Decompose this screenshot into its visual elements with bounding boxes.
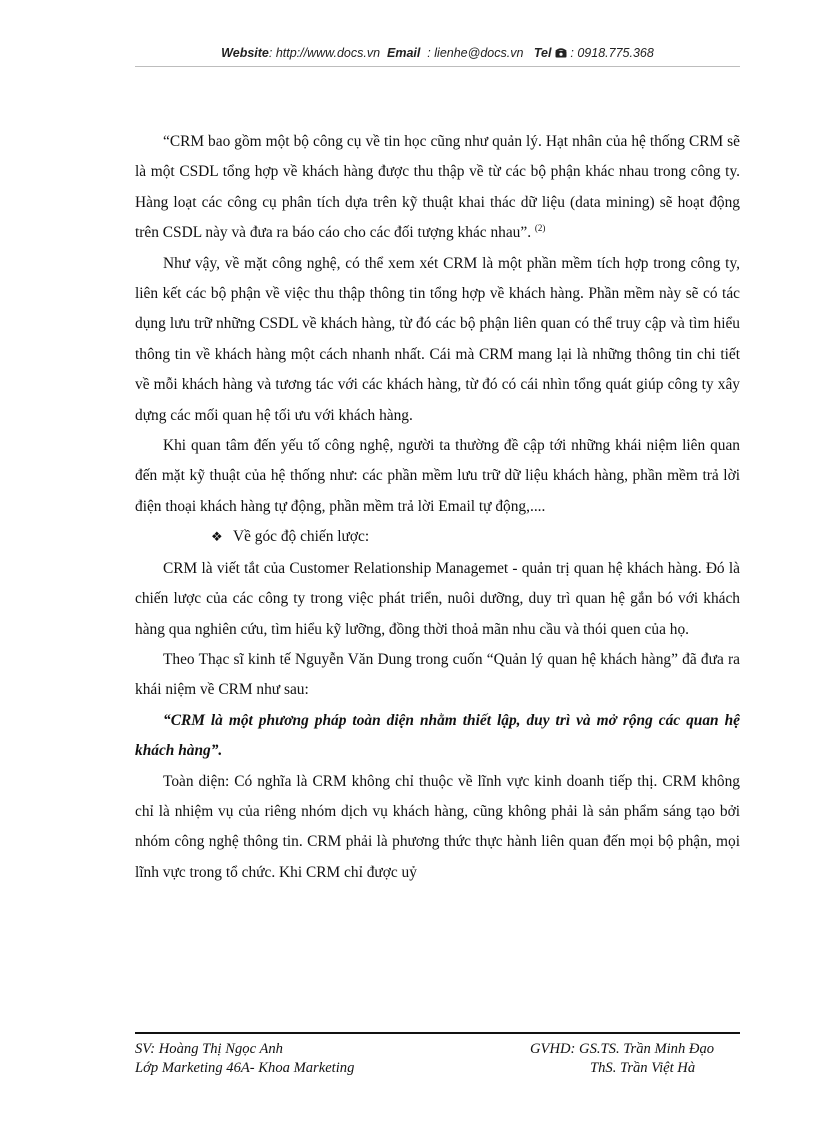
paragraph-author-reference: Theo Thạc sĩ kinh tế Nguyễn Văn Dung trong cuốn “Quản lý quan hệ khách hàng” đã đưa ra khái niệm về CRM như sau:: [135, 650, 740, 699]
paragraph-crm-definition: CRM là viết tắt của Customer Relationship Managemet - quản trị quan hệ khách hàng. Đó là chiến lược của các công ty trong việc phát triển, nuôi dưỡng, duy trì quan hệ gắn bó với khách hàng qua nghiên cứu, tìm hiểu kỹ lưỡng, đồng thời thoả mãn nhu cầu và thói quen của họ.: [135, 559, 740, 638]
paragraph-crm-tools: “CRM bao gồm một bộ công cụ về tin học cũng như quản lý. Hạt nhân của hệ thống CRM sẽ là một CSDL tổng hợp về khách hàng được thu thập về từ các bộ phận khác nhau trong công ty. Hàng loạt các công cụ phân tích dựa trên kỹ thuật khai thác dữ liệu (data mining) sẽ hoạt động trên CSDL này và đưa ra báo cáo cho các đối tượng khác nhau”. $^{(2)}$: [135, 133, 740, 242]
document-body: [135, 127, 740, 888]
student-name: SV: Hoàng Thị Ngọc Anh: [135, 1041, 283, 1057]
class-info: Lớp Marketing 46A- Khoa Marketing: [135, 1060, 355, 1076]
quoted-definition: “CRM là một phương pháp toàn diện nhằm thiết lập, duy trì và mở rộng các quan hệ khách hàng”.: [135, 711, 740, 760]
co-advisor-name: ThS. Trần Việt Hà: [590, 1060, 696, 1076]
strategy-bullet: [135, 522, 740, 553]
tel-label: Tel: [533, 46, 552, 60]
footer-divider: [135, 1032, 740, 1034]
phone-icon: [555, 46, 570, 60]
page-footer: [135, 1040, 740, 1078]
website-label: Website: [221, 46, 269, 60]
paragraph-comprehensive: Toàn diện: Có nghĩa là CRM không chỉ thuộc về lĩnh vực kinh doanh tiếp thị. CRM không chỉ là nhiệm vụ của riêng nhóm dịch vụ khách hàng, cũng không phải là sản phẩm sáng tạo bởi nhóm công nghệ thông tin. CRM phải là phương thức thực hành liên quan đến mọi bộ phận, mọi lĩnh vực trong tổ chức. Khi CRM chỉ được uỷ: [135, 772, 740, 881]
strategy-heading: Về góc độ chiến lược:: [233, 528, 370, 546]
header-divider: [135, 66, 740, 67]
advisor-name: GVHD: GS.TS. Trần Minh Đạo: [530, 1041, 715, 1057]
website-link[interactable]: http://www.docs.vn: [275, 46, 381, 60]
email-link[interactable]: lienhe@docs.vn: [434, 46, 524, 60]
page-header: Website: http://www.docs.vn Email : lienhe@docs.vn Tel : 0918.775.368: [221, 46, 654, 60]
paragraph-technology-view: Như vậy, về mặt công nghệ, có thể xem xét CRM là một phần mềm tích hợp trong công ty, liên kết các bộ phận về việc thu thập thông tin tổng hợp về khách hàng. Phần mềm này sẽ có tác dụng lưu trữ những CSDL về khách hàng, từ đó các bộ phận liên quan có thể truy cập và tìm hiểu thông tin về khách hàng một cách nhanh nhất. Cái mà CRM mang lại là những thông tin chi tiết về mỗi khách hàng và tương tác với các khách hàng, từ đó có cái nhìn tổng quát giúp công ty xây dựng các mối quan hệ tối ưu với khách hàng.: [135, 254, 740, 424]
paragraph-technology-concepts: Khi quan tâm đến yếu tố công nghệ, người ta thường đề cập tới những khái niệm liên quan đến mặt kỹ thuật của hệ thống như: các phần mềm lưu trữ dữ liệu khách hàng, phần mềm trả lời điện thoại khách hàng tự động, phần mềm trả lời Email tự động,....: [135, 437, 740, 515]
tel-number[interactable]: 0918.775.368: [577, 46, 654, 60]
footnote-ref: (2): [534, 223, 546, 234]
email-label: Email: [387, 46, 421, 60]
diamond-bullet-icon: ❖: [211, 530, 223, 546]
